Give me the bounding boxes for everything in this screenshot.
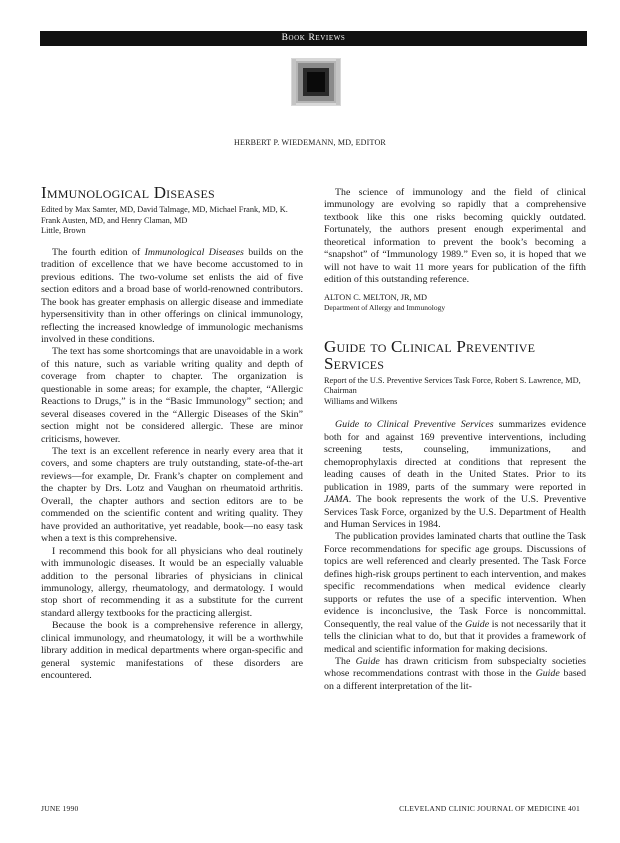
- editor-credit: HERBERT P. WIEDEMANN, MD, EDITOR: [234, 138, 386, 147]
- review-paragraph: The science of immunology and the field of clinical immunology are evolving so rapidly that a comprehensive textbook like this one risks becoming quickly outdated. Fortunately, the authors present enough experimental and theoretical information to prevent the book’s becoming a “snapshot” of “Immunology 1989.” Even so, it is hoped that we will not have to wait 11 more years for publication of the fifth edition of this outstanding reference.: [324, 187, 586, 286]
- book-publisher: Little, Brown: [41, 226, 86, 236]
- issue-date: JUNE 1990: [41, 804, 79, 813]
- review-paragraph: I recommend this book for all physicians who deal routinely with immunologic diseases. It would be an especially valuable addition to the personal libraries of physicians in clinical immunology, allergy, rheumatology, and dermatology. I would stop short of recommending it as a substitute for the current standard allergy textbooks for the practicing allergist.: [41, 545, 303, 619]
- review-paragraph: Because the book is a comprehensive reference in allergy, clinical immunology, and rheumatology, it will be a worthwhile library addition in medical departments where organ-specific and general systemic manifestations of these disorders are encountered.: [41, 620, 303, 682]
- review-title: Guide to Clinical Preventive Services: [324, 336, 536, 373]
- review-paragraph: Guide to Clinical Preventive Services summarizes evidence both for and against 169 preventive interventions, including screening tests, counseling, immunizations, and chemoprophylaxis directed at conditions that represent the leading causes of death in the United States. Prior to its publication in 1989, parts of the summary were reported in JAMA. The book represents the work of the U.S. Preventive Services Task Force, organized by the U.S. Department of Health and Human Services in 1984.: [324, 419, 586, 531]
- review-title: Immunological Diseases: [41, 183, 215, 202]
- right-column: [324, 187, 586, 693]
- reviewer-name: ALTON C. MELTON, JR, MD: [324, 292, 428, 302]
- reviewer-affiliation: Department of Allergy and Immunology: [324, 302, 446, 312]
- book-publisher: Williams and Wilkens: [324, 396, 398, 406]
- book-authors: Report of the U.S. Preventive Services Task Force, Robert S. Lawrence, MD, Chairman: [324, 375, 581, 396]
- section-banner: Book Reviews: [40, 31, 587, 46]
- book-editors: Edited by Max Samter, MD, David Talmage, MD, Michael Frank, MD, K. Frank Austen, MD, and Henry Claman, MD: [41, 205, 288, 225]
- book-reviews-logo: [291, 58, 341, 106]
- review-paragraph: The fourth edition of Immunological Diseases builds on the tradition of excellence that we have become accustomed to in previous editions. The two-volume set enlists the aid of five section editors and a broad base of world-renowned contributors. The book has greater emphasis on allergic disease and immediate hypersensitivity than in other offerings on clinical immunology, reflecting the increased knowledge of immunologic mechanisms involved in these conditions.: [41, 246, 303, 345]
- journal-page: CLEVELAND CLINIC JOURNAL OF MEDICINE 401: [399, 804, 580, 813]
- left-column: [41, 184, 303, 683]
- review-paragraph: The text is an excellent reference in nearly every area that it covers, and some chapters are truly outstanding, state-of-the-art reviews—for example, Dr. Frank’s chapter on complement and the chapter by Drs. Lotz and Vaughan on rheumatoid arthritis. Overall, the chapter authors and section editors are to be commended on the scientific content and writing quality. They have provided an authoritative, yet readable, book—no easy task when a text is this comprehensive.: [41, 446, 303, 545]
- review-paragraph: The publication provides laminated charts that outline the Task Force recommendations for specific age groups. Discussions of topics are well referenced and clearly presented. The Task Force defines high-risk groups pertinent to each intervention, and makes specific recommendations when medical evidence clearly supports or refutes the use of a specific intervention. When evidence is inconclusive, the Task Force is noncommittal. Consequently, the real value of the Guide is not necessarily that it tells the clinician what to do, but that it provides a framework of medical and scientific information for making decisions.: [324, 531, 586, 655]
- review-paragraph: The Guide has drawn criticism from subspecialty societies whose recommendations contrast with those in the Guide based on a different interpretation of the lit-: [324, 656, 587, 692]
- review-paragraph: The text has some shortcomings that are unavoidable in a work of this nature, such as variable writing quality and depth of coverage from chapter to chapter. The organization is questionable in some areas; for example, the chapter, “Allergic Reactions to Drugs,” is in the “Basic Immunology” section; and several diseases covered in the “Allergic Diseases of the Skin” section might not be considered allergic. These are minor criticisms, however.: [41, 346, 303, 445]
